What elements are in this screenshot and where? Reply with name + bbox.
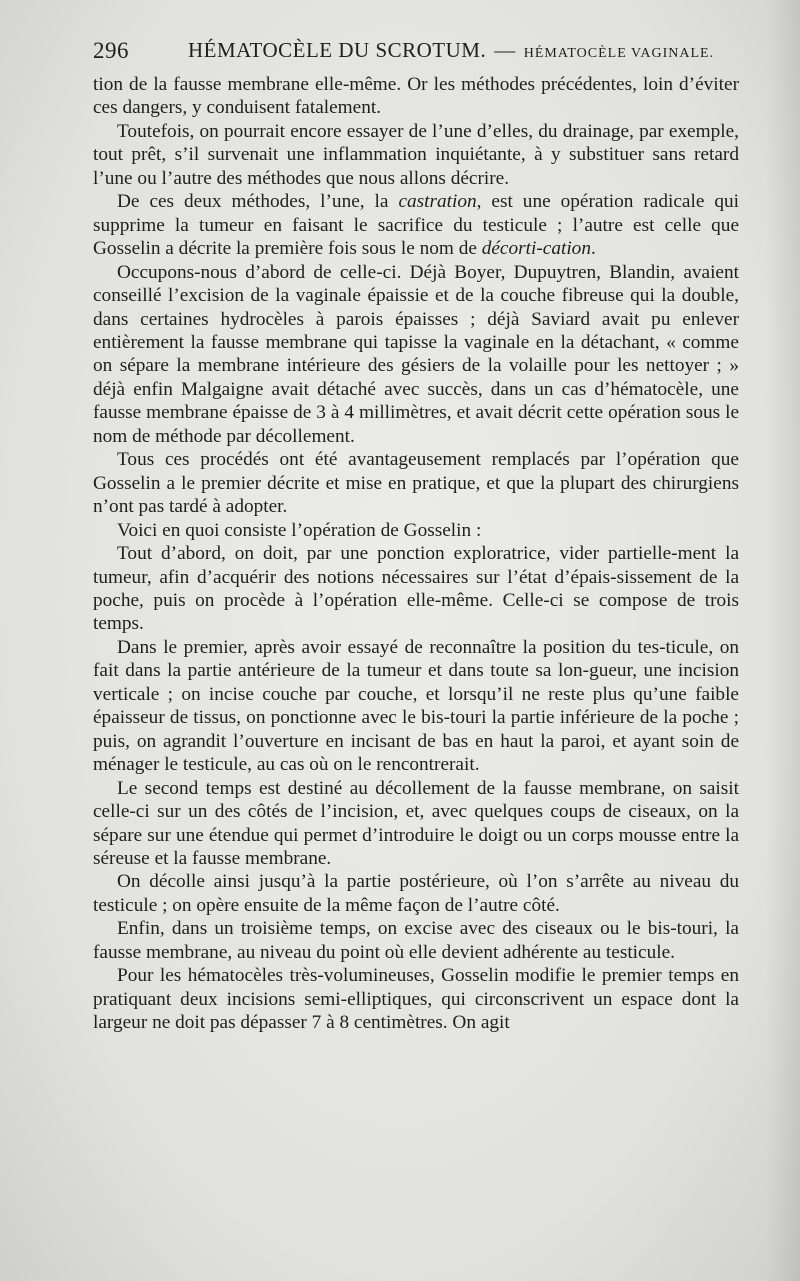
text-segment: Voici en quoi consiste l’opération de Gosselin : — [117, 519, 482, 541]
text-segment: Occupons-nous d’abord de celle-ci. Déjà Boyer, Dupuytren, Blandin, avaient conseillé l’excision de la vaginale épaissie et de la couche fibreuse qui la double, dans certaines hydrocèles à parois épaisses ; déjà Saviard avait pu enlever entièrement la fausse membrane qui tapisse la vaginale en la détachant, « comme on sépare la membrane intérieure des gésiers de la volaille pour les nettoyer ; » déjà enfin Malgaigne avait détaché avec succès, dans un cas d’hématocèle, une fausse membrane épaisse de 3 à 4 millimètres, et avait décrit cette opération sous le nom de méthode par décollement. — [93, 261, 739, 447]
text-segment: . — [590, 238, 596, 260]
paragraph — [93, 73, 739, 120]
text-segment: Le second temps est destiné au décollement de la fausse membrane, on saisit celle-ci sur un des côtés de l’incision, et, avec quelques coups de ciseaux, on la sépare sur une étendue qui permet d’introduire le doigt ou un corps mousse entre la séreuse et la fausse membrane. — [93, 777, 739, 869]
text-segment: On décolle ainsi jusqu’à la partie postérieure, où l’on s’arrête au niveau du testicule ; on opère ensuite de la même façon de l’autre côté. — [93, 871, 739, 916]
text-segment: Tous ces procédés ont été avantageusement remplacés par l’opération que Gosselin a le premier décrite et mise en pratique, et que la plupart des chirurgiens n’ont pas tardé à adopter. — [93, 449, 739, 518]
running-head — [188, 38, 714, 63]
paragraph — [93, 120, 739, 190]
paragraph — [93, 777, 739, 871]
page-number: 296 — [93, 38, 129, 63]
paragraph — [93, 636, 739, 777]
running-head-dash: — — [494, 38, 516, 62]
running-head-title: HÉMATOCÈLE DU SCROTUM. — [188, 38, 487, 62]
paragraph — [93, 917, 739, 964]
text-segment: Pour les hématocèles très-volumineuses, Gosselin modifie le premier temps en pratiquant deux incisions semi-elliptiques, qui circonscrivent un espace dont la largeur ne doit pas dépasser 7 à 8 centimètres. On agit — [93, 965, 739, 1034]
italic-term: décorti-cation — [481, 238, 591, 260]
text-segment: Tout d’abord, on doit, par une ponction exploratrice, vider partielle-ment la tumeur, afin d’acquérir des notions nécessaires sur l’état d’épais-sissement de la poche, puis on procède à l’opération elle-même. Celle-ci se compose de trois temps. — [93, 543, 739, 635]
italic-term: castration — [398, 191, 477, 213]
text-segment: Enfin, dans un troisième temps, on excise avec des ciseaux ou le bis-touri, la fausse membrane, au niveau du point où elle devient adhérente au testicule. — [93, 918, 739, 963]
text-segment: Toutefois, on pourrait encore essayer de l’une d’elles, du drainage, par exemple, tout prêt, s’il survenait une inflammation inquiétante, à y substituer sans retard l’une ou l’autre des méthodes que nous allons décrire. — [93, 120, 739, 189]
paragraph — [93, 190, 739, 260]
paragraph — [93, 519, 739, 542]
paragraph — [93, 261, 739, 449]
text-segment: tion de la fausse membrane elle-même. Or les méthodes précédentes, loin d’éviter ces dangers, y conduisent fatalement. — [93, 74, 739, 119]
paragraph — [93, 542, 739, 636]
paragraph — [93, 448, 739, 518]
page-edge-shadow — [766, 0, 800, 1281]
text-segment: De ces deux méthodes, l’une, la — [117, 191, 399, 213]
text-segment: Dans le premier, après avoir essayé de reconnaître la position du tes-ticule, on fait dans la partie antérieure de la tumeur et dans toute sa lon-gueur, une incision verticale ; on incise couche par couche, et lorsqu’il ne reste plus qu’une faible épaisseur de tissus, on ponctionne avec le bis-touri la partie inférieure de la poche ; puis, on agrandit l’ouverture en incisant de bas en haut la paroi, et ayant soin de ménager le testicule, au cas où on le rencontrerait. — [93, 636, 739, 776]
page-header — [93, 38, 743, 68]
body-text — [93, 73, 739, 1035]
paragraph — [93, 870, 739, 917]
paragraph — [93, 964, 739, 1034]
running-head-subtitle: HÉMATOCÈLE VAGINALE. — [523, 46, 715, 61]
text-segment: , est une opération radicale qui supprime la tumeur en faisant le sacrifice du testicule ; l’autre est celle que Gosselin a décrite la première fois sous le nom de — [93, 191, 739, 260]
